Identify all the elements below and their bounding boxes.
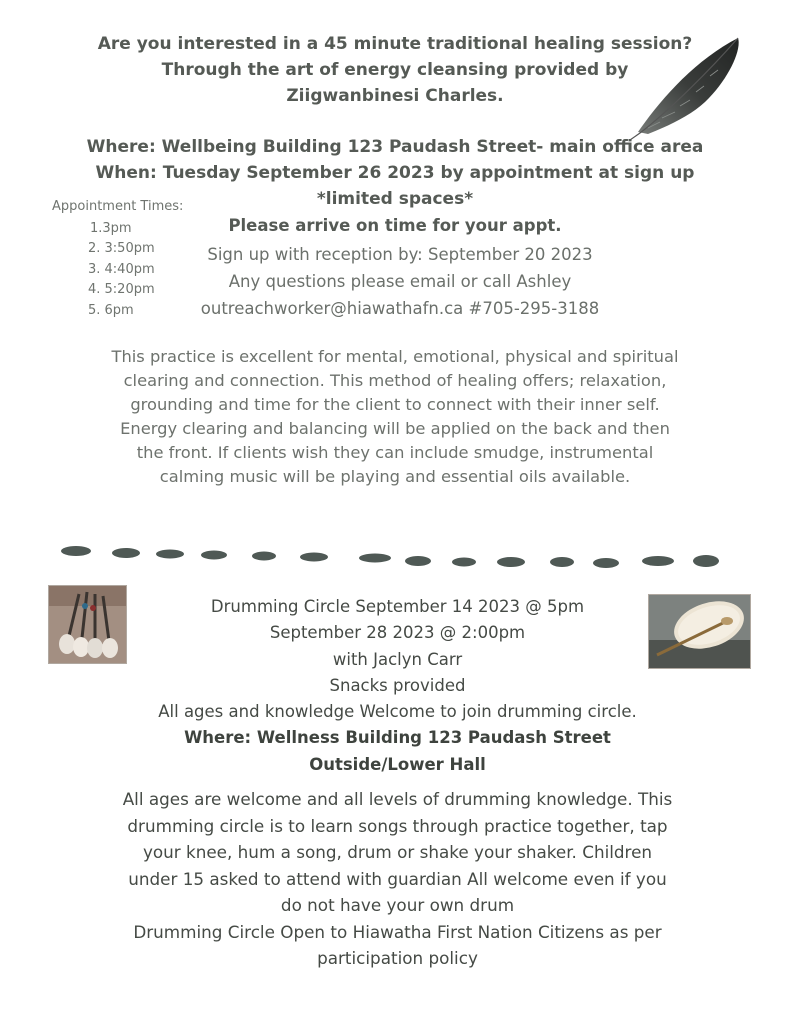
drum-description-line: drumming circle is to learn songs through practice together, tap [127,815,668,836]
drumming-where: Where: Wellness Building 123 Paudash Street [184,728,611,748]
signup-info [170,241,630,322]
limited-spaces: *limited spaces* [316,189,474,209]
description-line: Energy clearing and balancing will be applied on the back and then [120,419,670,438]
appointment-time: 4. 5:20pm [88,282,155,297]
drum-description-line: do not have your own drum [280,895,515,915]
drumming-date-1: Drumming Circle September 14 2023 @ 5pm [210,597,585,616]
drumming-welcome: All ages and knowledge Welcome to join drumming circle. [158,702,637,722]
drum-description-line: Drumming Circle Open to Hiawatha First Nation Citizens as per [133,921,662,942]
questions-line: Any questions please email or call Ashley [228,272,572,291]
drum-description-line: your knee, hum a song, drum or shake your shaker. Children [142,842,653,862]
practice-description [70,345,720,489]
description-line: calming music will be playing and essential oils available. [159,467,631,486]
intro-line: Are you interested in a 45 minute traditional healing session? [97,34,693,54]
drum-description-line: participation policy [317,948,478,968]
arrive-notice: Please arrive on time for your appt. [228,216,562,235]
contact-line: outreachworker@hiawathafn.ca #705-295-3188 [200,299,600,318]
signup-deadline: Sign up with reception by: September 20 2023 [207,245,593,264]
description-line: clearing and connection. This method of healing offers; relaxation, [123,371,667,390]
drumming-date-2: September 28 2023 @ 2:00pm [269,623,526,643]
drumming-host: with Jaclyn Carr [332,649,463,669]
appointment-time: 3. 4:40pm [88,261,155,277]
drumming-location: Outside/Lower Hall [309,754,486,774]
dashed-divider [60,540,740,570]
drumming-circle-info [90,594,705,778]
drum-description-line: under 15 asked to attend with guardian All welcome even if you [128,868,667,889]
description-line: the front. If clients wish they can include smudge, instrumental [136,443,654,462]
description-line: grounding and time for the client to connect with their inner self. [130,395,660,414]
drum-description-line: All ages are welcome and all levels of drumming knowledge. This [122,789,673,809]
appointment-time: 5. 6pm [88,302,134,318]
appointment-time: 1.3pm [90,220,132,236]
intro-line: Ziigwanbinesi Charles. [286,86,504,106]
drumming-description [90,786,705,972]
intro-line: Through the art of energy cleansing provided by [161,60,629,80]
when-line: When: Tuesday September 26 2023 by appointment at sign up [95,163,695,183]
where-line: Where: Wellbeing Building 123 Paudash Street- main office area [86,137,704,157]
appointment-time: 2. 3:50pm [88,241,155,256]
description-line: This practice is excellent for mental, emotional, physical and spiritual [111,347,679,366]
appointment-times-title: Appointment Times: [52,199,184,214]
intro-heading [60,31,730,109]
drumming-snacks: Snacks provided [329,675,466,695]
